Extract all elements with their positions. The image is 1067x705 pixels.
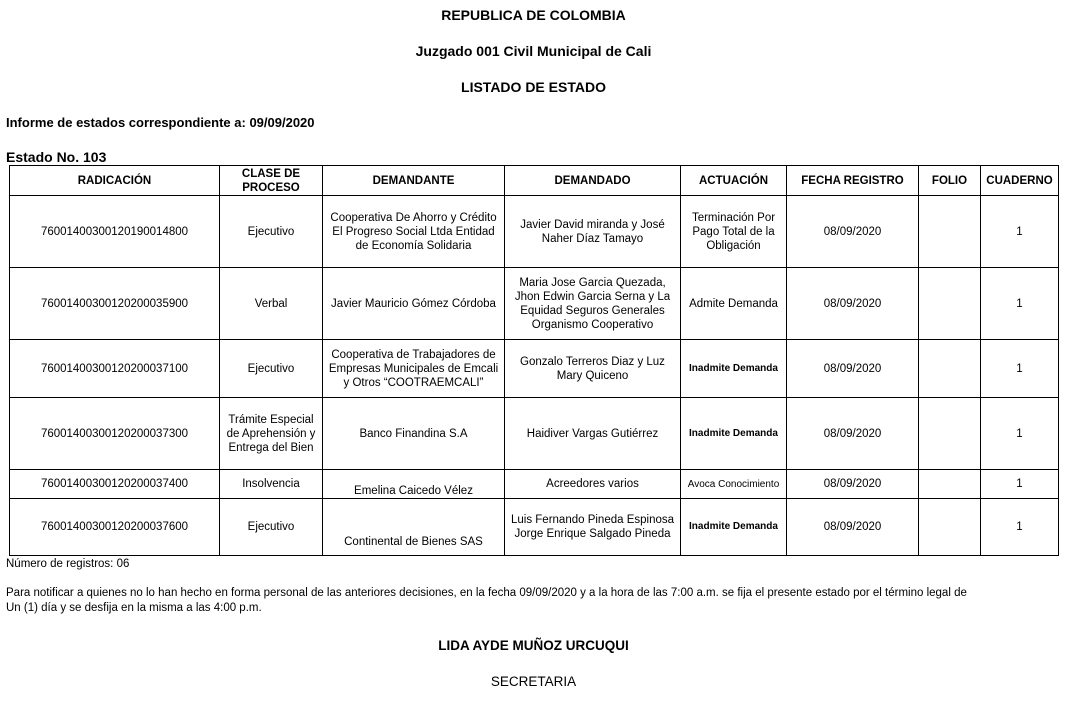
col-header-clase: CLASE DE PROCESO xyxy=(220,166,323,196)
cell-folio xyxy=(919,196,981,268)
cell-fecha: 08/09/2020 xyxy=(787,499,919,556)
table-header-row xyxy=(10,166,1059,196)
cell-clase: Insolvencia xyxy=(220,470,323,499)
cell-cuaderno: 1 xyxy=(981,340,1059,398)
table-row xyxy=(10,268,1059,340)
cell-actuacion: Avoca Conocimiento xyxy=(681,470,787,499)
notice-line-2: Un (1) día y se desfija en la misma a las 4:00 p.m. xyxy=(6,602,262,614)
cell-demandado: Haidiver Vargas Gutiérrez xyxy=(505,398,681,470)
cell-actuacion: Admite Demanda xyxy=(681,268,787,340)
cell-radicacion: 76001400300120200037400 xyxy=(10,470,220,499)
report-date-line: Informe de estados correspondiente a: 09/09/2020 xyxy=(6,115,315,130)
notification-notice xyxy=(6,586,1067,616)
header-list-title: LISTADO DE ESTADO xyxy=(461,79,606,95)
cell-fecha: 08/09/2020 xyxy=(787,470,919,499)
signatory-role: SECRETARIA xyxy=(490,674,577,689)
cell-demandado: Maria Jose Garcia Quezada, Jhon Edwin Garcia Serna y La Equidad Seguros Generales Organismo Cooperativo xyxy=(505,268,681,340)
cell-fecha: 08/09/2020 xyxy=(787,196,919,268)
cell-demandado: Acreedores varios xyxy=(505,470,681,499)
cell-cuaderno: 1 xyxy=(981,268,1059,340)
header-court: Juzgado 001 Civil Municipal de Cali xyxy=(415,43,652,59)
cell-demandante: Continental de Bienes SAS xyxy=(323,499,505,556)
cell-radicacion: 76001400300120200037600 xyxy=(10,499,220,556)
cell-demandante: Cooperativa de Trabajadores de Empresas Municipales de Emcali y Otros “COOTRAEMCALI” xyxy=(323,340,505,398)
cell-folio xyxy=(919,340,981,398)
cell-demandado: Javier David miranda y José Naher Díaz Tamayo xyxy=(505,196,681,268)
cell-folio xyxy=(919,398,981,470)
table-row xyxy=(10,470,1059,499)
cell-cuaderno: 1 xyxy=(981,470,1059,499)
cell-actuacion: Inadmite Demanda xyxy=(681,398,787,470)
cell-clase: Verbal xyxy=(220,268,323,340)
cell-demandado: Gonzalo Terreros Diaz y Luz Mary Quiceno xyxy=(505,340,681,398)
cell-folio xyxy=(919,268,981,340)
cell-clase: Ejecutivo xyxy=(220,196,323,268)
col-header-fecha: FECHA REGISTRO xyxy=(787,166,919,196)
table-row xyxy=(10,196,1059,268)
cell-fecha: 08/09/2020 xyxy=(787,268,919,340)
table-row xyxy=(10,398,1059,470)
signatory-name: LIDA AYDE MUÑOZ URCUQUI xyxy=(438,638,629,653)
col-header-folio: FOLIO xyxy=(919,166,981,196)
cell-actuacion: Terminación Por Pago Total de la Obligación xyxy=(681,196,787,268)
cell-folio xyxy=(919,470,981,499)
table-row xyxy=(10,340,1059,398)
cell-cuaderno: 1 xyxy=(981,499,1059,556)
cell-fecha: 08/09/2020 xyxy=(787,340,919,398)
cell-actuacion: Inadmite Demanda xyxy=(681,340,787,398)
notice-line-1: Para notificar a quienes no lo han hecho en forma personal de las anteriores decisiones, en la fecha 09/09/2020 y a la hora de las 7:00 a.m. se fija el presente estado por el término legal de xyxy=(6,587,967,599)
cell-radicacion: 76001400300120190014800 xyxy=(10,196,220,268)
col-header-demandado: DEMANDADO xyxy=(505,166,681,196)
col-header-cuaderno: CUADERNO xyxy=(981,166,1059,196)
cell-demandante: Banco Finandina S.A xyxy=(323,398,505,470)
cell-fecha: 08/09/2020 xyxy=(787,398,919,470)
col-header-demandante: DEMANDANTE xyxy=(323,166,505,196)
col-header-radicacion: RADICACIÓN xyxy=(10,166,220,196)
table-row xyxy=(10,499,1059,556)
col-header-actuacion: ACTUACIÓN xyxy=(681,166,787,196)
cell-demandante: Cooperativa De Ahorro y Crédito El Progreso Social Ltda Entidad de Economía Solidaria xyxy=(323,196,505,268)
header-country: REPUBLICA DE COLOMBIA xyxy=(441,7,626,23)
cell-radicacion: 76001400300120200035900 xyxy=(10,268,220,340)
cell-actuacion: Inadmite Demanda xyxy=(681,499,787,556)
cell-cuaderno: 1 xyxy=(981,196,1059,268)
cell-clase: Ejecutivo xyxy=(220,499,323,556)
cell-demandante: Javier Mauricio Gómez Córdoba xyxy=(323,268,505,340)
cell-cuaderno: 1 xyxy=(981,398,1059,470)
cell-radicacion: 76001400300120200037100 xyxy=(10,340,220,398)
cell-demandante: Emelina Caicedo Vélez xyxy=(323,470,505,499)
cell-clase: Trámite Especial de Aprehensión y Entrega del Bien xyxy=(220,398,323,470)
estado-table xyxy=(9,165,1059,556)
estado-number: Estado No. 103 xyxy=(6,149,107,165)
cell-radicacion: 76001400300120200037300 xyxy=(10,398,220,470)
record-count: Número de registros: 06 xyxy=(6,558,130,570)
cell-demandado: Luis Fernando Pineda Espinosa Jorge Enrique Salgado Pineda xyxy=(505,499,681,556)
cell-folio xyxy=(919,499,981,556)
cell-clase: Ejecutivo xyxy=(220,340,323,398)
